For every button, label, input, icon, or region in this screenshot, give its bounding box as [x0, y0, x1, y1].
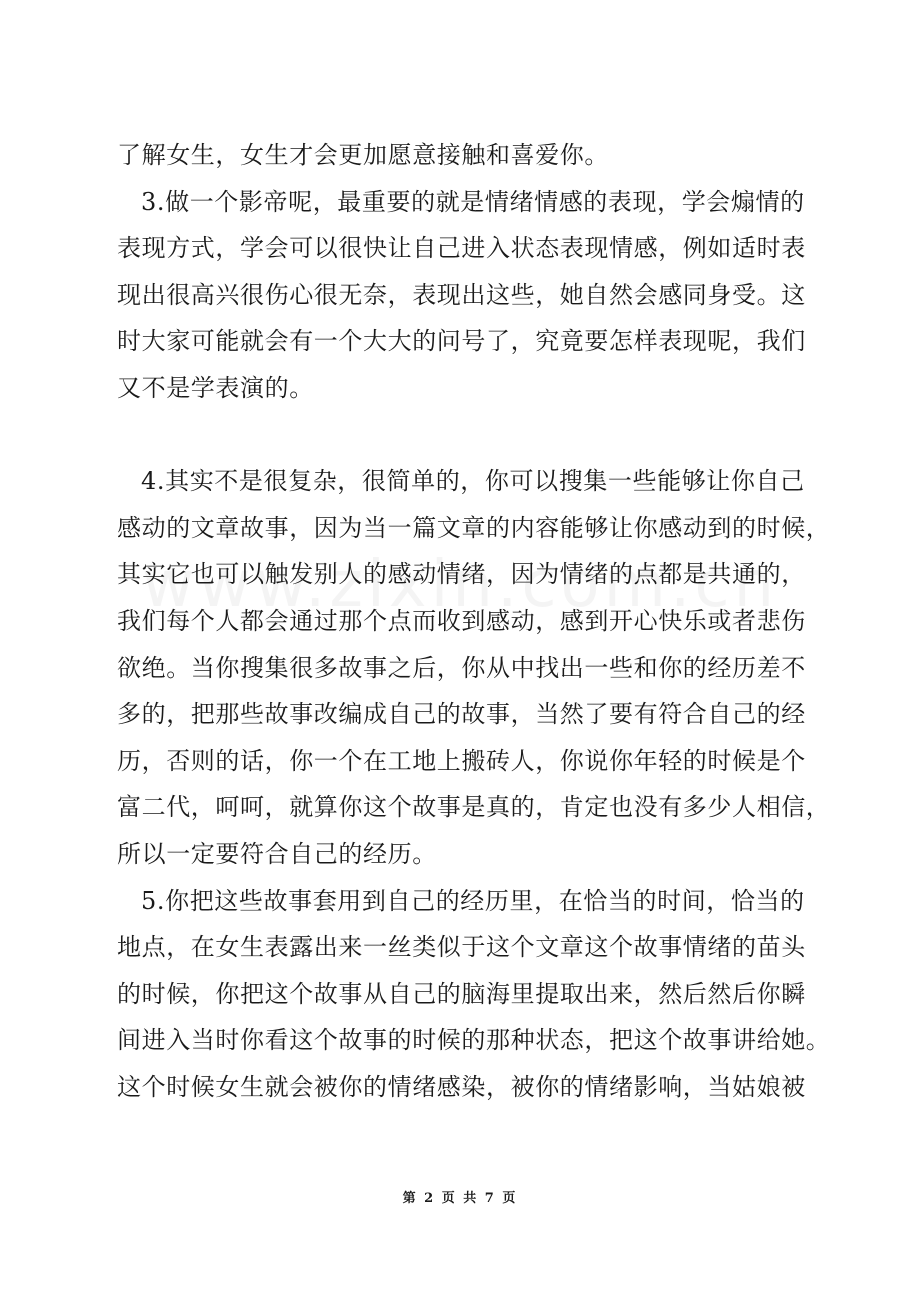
text-line: 地点，在女生表露出来一丝类似于这个文章这个故事情绪的苗头	[117, 933, 806, 962]
text-line-item-5: 5.你把这些故事套用到自己的经历里，在恰当的时间，恰当的	[141, 886, 805, 915]
text-line: 欲绝。当你搜集很多故事之后，你从中找出一些和你的经历差不	[117, 653, 806, 682]
text-line: 现出很高兴很伤心很无奈，表现出这些，她自然会感同身受。这	[117, 280, 806, 309]
text-line-item-4: 4.其实不是很复杂，很简单的，你可以搜集一些能够让你自己	[141, 467, 805, 496]
text-line: 表现方式，学会可以很快让自己进入状态表现情感，例如适时表	[117, 234, 806, 263]
text-line: 感动的文章故事，因为当一篇文章的内容能够让你感动到的时候，	[117, 513, 831, 542]
text-line-item-3: 3.做一个影帝呢，最重要的就是情绪情感的表现，学会煽情的	[141, 187, 805, 216]
text-line: 历，否则的话，你一个在工地上搬砖人，你说你年轻的时候是个	[117, 746, 806, 775]
text-line: 的时候，你把这个故事从自己的脑海里提取出来，然后然后你瞬	[117, 979, 806, 1008]
text-line: 这个时候女生就会被你的情绪感染，被你的情绪影响，当姑娘被	[117, 1072, 806, 1101]
text-line: 我们每个人都会通过那个点而收到感动，感到开心快乐或者悲伤	[117, 606, 806, 635]
page-footer: 第 2 页 共 7 页	[402, 1191, 518, 1206]
text-line: 又不是学表演的。	[117, 373, 314, 402]
body-text	[117, 132, 831, 1110]
text-line: 间进入当时你看这个故事的时候的那种状态，把这个故事讲给她。	[117, 1026, 831, 1055]
text-line: 其实它也可以触发别人的感动情绪，因为情绪的点都是共通的，	[117, 560, 806, 589]
text-line: 富二代，呵呵，就算你这个故事是真的，肯定也没有多少人相信，	[117, 793, 831, 822]
text-line: 所以一定要符合自己的经历。	[117, 839, 437, 868]
text-line: 多的，把那些故事改编成自己的故事，当然了要有符合自己的经	[117, 700, 806, 729]
paragraph-gap	[117, 412, 817, 459]
text-line: 了解女生，女生才会更加愿意接触和喜爱你。	[117, 141, 609, 169]
text-line: 时大家可能就会有一个大大的问号了，究竟要怎样表现呢，我们	[117, 327, 806, 356]
